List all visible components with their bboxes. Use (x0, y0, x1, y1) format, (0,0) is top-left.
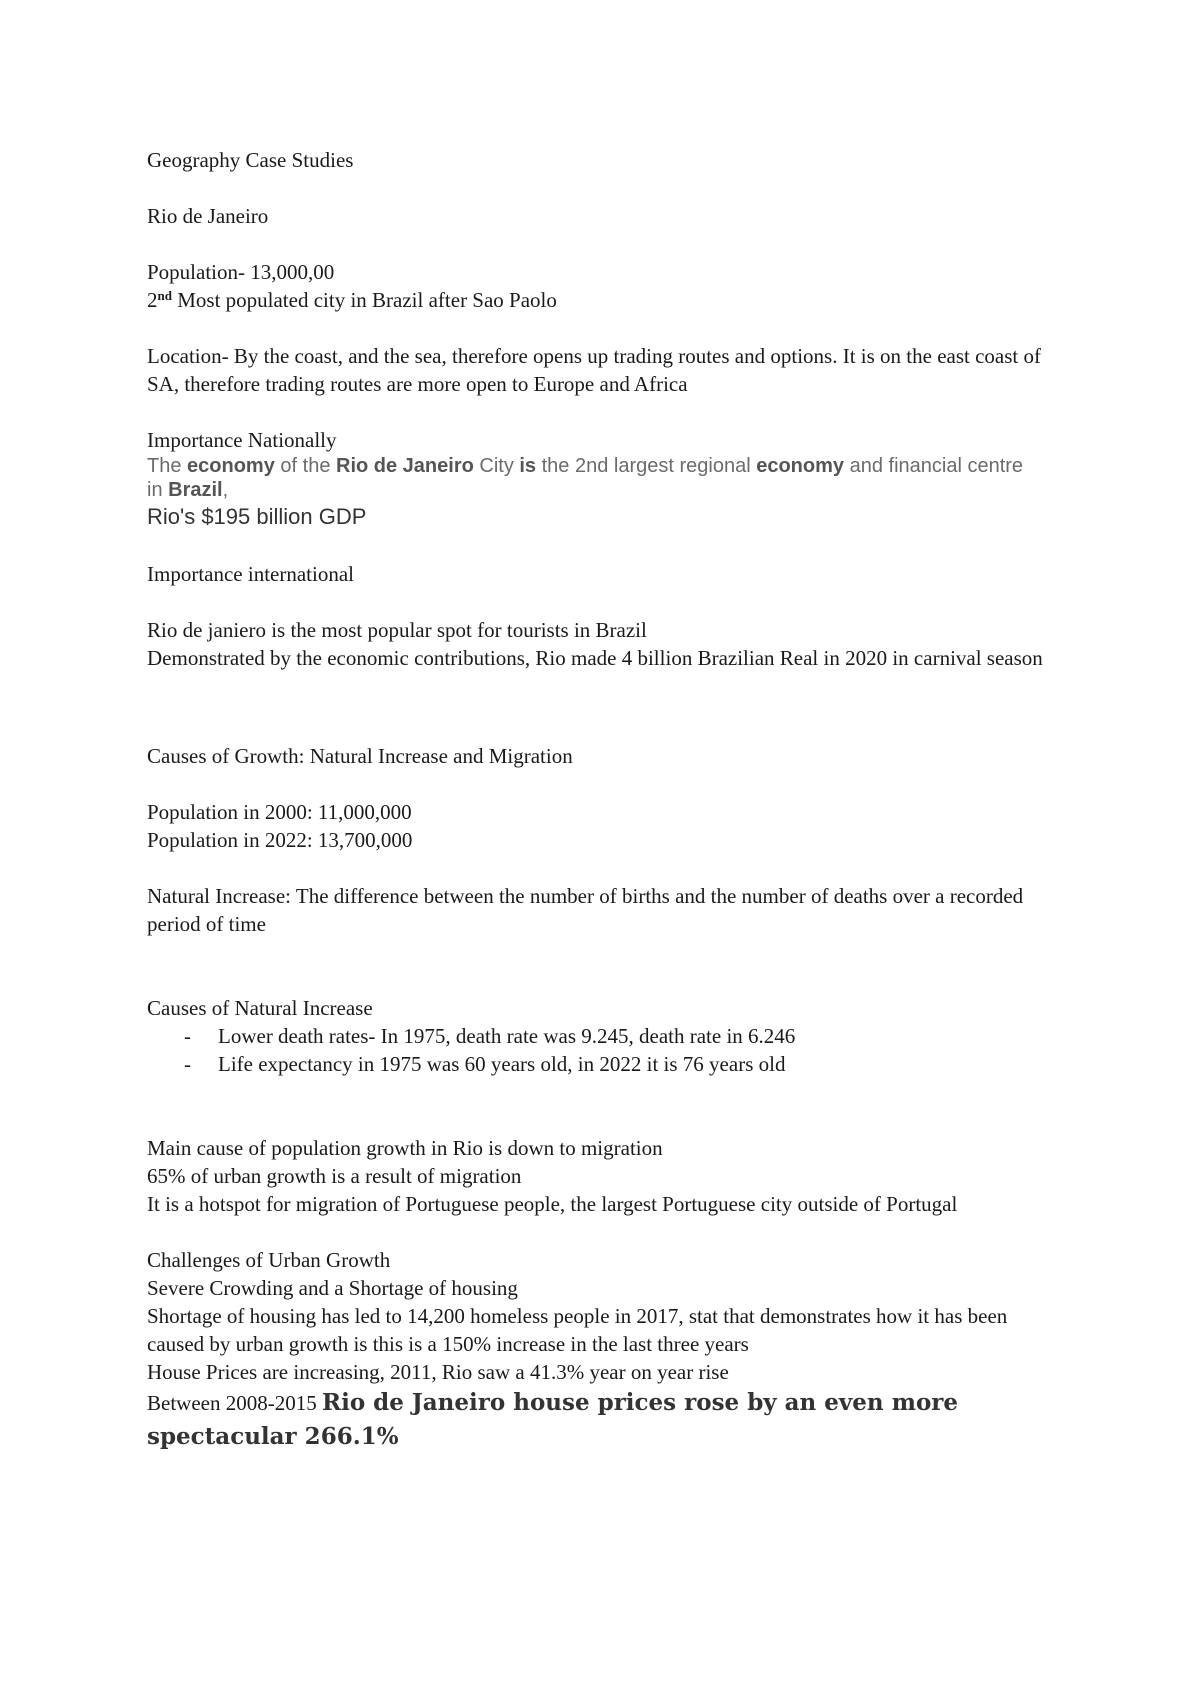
list-item: - Lower death rates- In 1975, death rate was 9.245, death rate in 6.246 (184, 1024, 796, 1048)
price-rise-paragraph: Between 2008-2015 Rio de Janeiro house prices rose by an even more spectacular 266.1% (147, 1389, 959, 1450)
importance-national-heading: Importance Nationally (147, 428, 337, 452)
challenges-heading: Challenges of Urban Growth (147, 1248, 391, 1272)
gdp-line: Rio's $195 billion GDP (147, 504, 367, 529)
natural-increase-causes-heading: Causes of Natural Increase (147, 996, 373, 1020)
homeless-paragraph: Shortage of housing has led to 14,200 homeless people in 2017, stat that demonstrates how it has been caused by urban growth is this is a 150% increase in the last three years (147, 1304, 1008, 1356)
natural-increase-causes-list (147, 1022, 1067, 1078)
rank-text: Most populated city in Brazil after Sao Paolo (171, 288, 557, 312)
population-line: Population- 13,000,00 (147, 260, 335, 284)
natural-increase-definition: Natural Increase: The difference between the number of births and the number of deaths over a recorded period of time (147, 884, 1024, 936)
crowding-line: Severe Crowding and a Shortage of housing (147, 1276, 518, 1300)
list-item: - Life expectancy in 1975 was 60 years old, in 2022 it is 76 years old (184, 1052, 786, 1076)
location-paragraph: Location- By the coast, and the sea, therefore opens up trading routes and options. It is on the east coast of SA, therefore trading routes are more open to Europe and Africa (147, 344, 1041, 396)
importance-international-heading: Importance international (147, 562, 354, 586)
migration-main-cause: Main cause of population growth in Rio is down to migration (147, 1136, 663, 1160)
carnival-paragraph: Demonstrated by the economic contributions, Rio made 4 billion Brazilian Real in 2020 in carnival season (147, 646, 1043, 670)
population-2022: Population in 2022: 13,700,000 (147, 828, 413, 852)
growth-heading: Causes of Growth: Natural Increase and Migration (147, 744, 573, 768)
house-prices-line: House Prices are increasing, 2011, Rio saw a 41.3% year on year rise (147, 1360, 729, 1384)
rank-superscript: nd (157, 288, 172, 303)
rank-number: 2 (147, 288, 158, 312)
migration-percentage: 65% of urban growth is a result of migration (147, 1164, 522, 1188)
document-body (147, 146, 1067, 1454)
tourism-line: Rio de janiero is the most popular spot for tourists in Brazil (147, 618, 647, 642)
document-title: Geography Case Studies (147, 148, 354, 172)
dash-bullet: - (184, 1052, 191, 1076)
price-rise-highlight: Rio de Janeiro house prices rose by an even more spectacular 266.1% (147, 1389, 959, 1450)
migration-portuguese: It is a hotspot for migration of Portuguese people, the largest Portuguese city outside of Portugal (147, 1192, 958, 1216)
rank-line (147, 286, 1067, 314)
city-heading: Rio de Janeiro (147, 204, 269, 228)
economy-snippet: The economy of the Rio de Janeiro City is the 2nd largest regional economy and financial centre in Brazil, (147, 455, 1024, 501)
population-2000: Population in 2000: 11,000,000 (147, 800, 412, 824)
dash-bullet: - (184, 1024, 191, 1048)
